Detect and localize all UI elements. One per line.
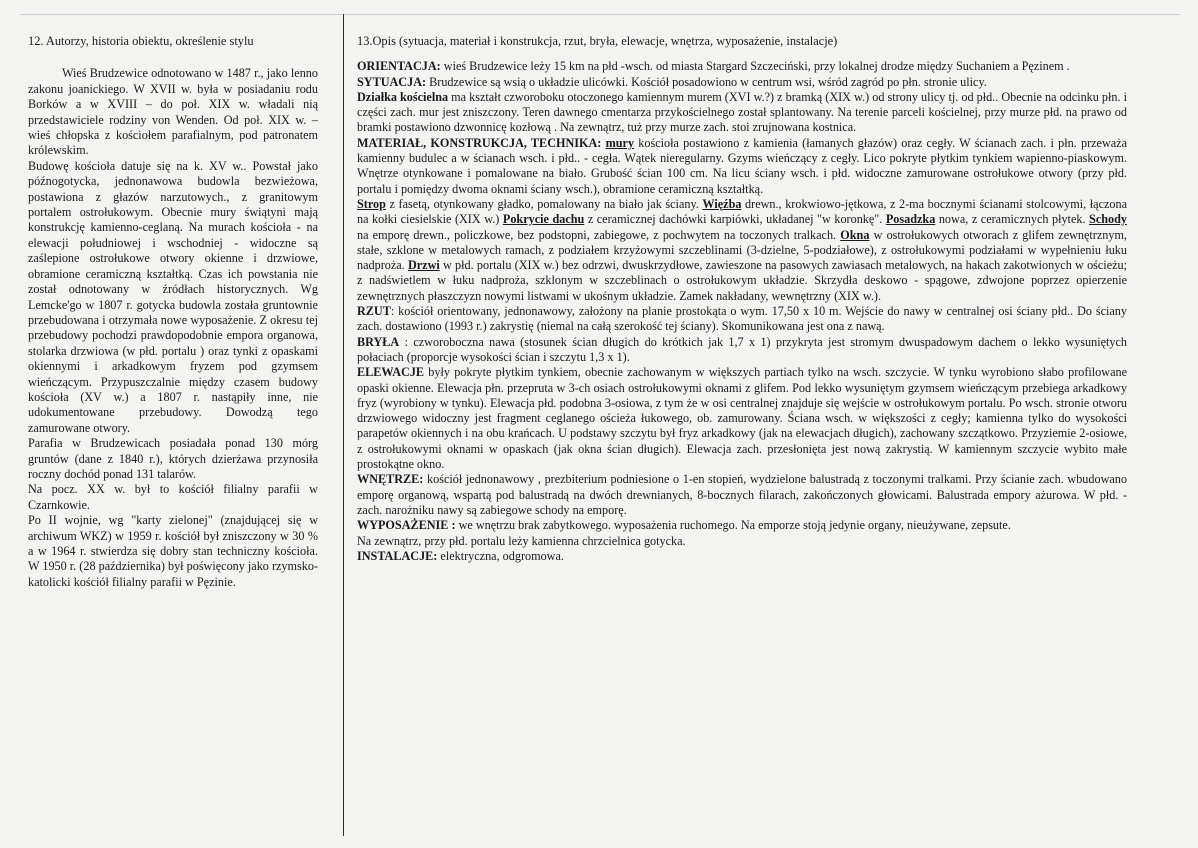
section-12-heading: 12. Autorzy, historia obiektu, określenie stylu xyxy=(28,34,254,48)
instalacje-label: INSTALACJE: xyxy=(357,548,438,563)
wnetrze-text: kościół jednonawowy , prezbiterium podniesione o 1-en stopień, wydzielone balustradą z toczonymi tralkami. Przy ścianie zach. wbudowano emporę organową, wspartą pod balustradą na dwóch drewnianych, 8-bocznych filarach, zakończonych głowicami. Balustrada empory ażurowa. W płd. - zach. narożniku nawy są zabiegowe schody na emporę. xyxy=(357,472,1127,517)
orientacja-section xyxy=(357,59,1127,74)
sytuacja-text: Brudzewice są wsią o układzie ulicówki. Kościół posadowiono w centrum wsi, wśród zagród po płn. stronie ulicy. xyxy=(426,74,987,89)
wyposazenie-section xyxy=(357,518,1127,533)
elewacje-label: ELEWACJE xyxy=(357,365,425,380)
drzwi-label: Drzwi xyxy=(407,258,440,273)
faint-bleedthrough-stamp xyxy=(930,748,1040,786)
chrzcielnica-line: Na zewnątrz, przy płd. portalu leży kamienna chrzcielnica gotycka. xyxy=(357,533,686,548)
sytuacja-section xyxy=(357,75,1127,136)
pokrycie-text: z ceramicznej dachówki karpiówki, układanej "w koronkę". xyxy=(584,212,886,227)
rzut-text: : kościół orientowany, jednonawowy, założony na planie prostokąta o wym. 17,50 x 10 m. Wejście do nawy w centralnej osi ściany płd.. Do ściany zach. dostawiono (1993 r.) zakrystię (niemal na całą szerokość tej ściany). Skomunikowana jest ona z nawą. xyxy=(357,304,1127,334)
dzialka-label: Działka kościelna xyxy=(357,89,449,104)
wnetrze-section xyxy=(357,472,1127,518)
mury-label: mury xyxy=(605,135,635,150)
bryla-text: : czworoboczna nawa (stosunek ścian długich do krótkich jak 1,7 x 1) przykryta jest stromym dwuspadowym dachem o lekko wysuniętych połaciach (proporcje wysokości ścian i szczytu 1,3 x 1). xyxy=(357,334,1127,364)
strop-text: z fasetą, otynkowany gładko, pomalowany na biało jak ściany. xyxy=(385,196,703,211)
wyposazenie-label: WYPOSAŻENIE : xyxy=(357,518,456,533)
column-divider xyxy=(343,14,344,836)
dzialka-text: ma kształt czworoboku otoczonego kamiennym murem (XVI w.?) z bramką (XIX w.) od strony ulicy tj. od płd.. Obecnie na odcinku płn. i części zach. mur jest zniszczony. Teren dawnego cmentarza przykościelnego został splantowany. Na terenie parceli kościelnej, przy murze płd. na prawo od bramki postawiono dzwonnicę kozłową . Na zewnątrz, tuż przy murze zach. stoi zrujnowana kostnica. xyxy=(357,89,1128,135)
orientacja-label: ORIENTACJA: xyxy=(357,59,441,74)
schody-text: na emporę drewn., policzkowe, bez podstopni, zabiegowe, z pochwytem na toczonych tralkach. xyxy=(357,227,841,242)
posadzka-label: Posadzka xyxy=(885,212,936,227)
instalacje-section xyxy=(357,549,1127,564)
rzut-label: RZUT xyxy=(357,304,391,319)
bryla-section xyxy=(357,335,1127,366)
elewacje-section xyxy=(357,365,1127,472)
wiezba-text: drewn., krokwiowo-jętkowa, z 2-ma bocznymi ścianami stolcowymi, łączona na kołki ciesielskie (XIX w.) xyxy=(357,196,1127,227)
posadzka-text: nowa, z ceramicznych płytek. xyxy=(935,212,1090,227)
top-rule xyxy=(20,14,1180,15)
history-paragraph-3: Parafia w Brudzewicach posiadała ponad 130 mórg gruntów (dane z 1840 r.), których dzierżawa przynosiła roczny dochód ponad 131 talarów. xyxy=(28,436,318,481)
history-paragraph-5: Po II wojnie, wg "karty zielonej" (znajdującej się w archiwum WKZ) w 1959 r. kościół był zniszczony w 30 % a w 1964 r. stwierdza się dobry stan techniczny kościoła. W 1950 r. (28 października) był poświęcony jako rzymsko-katolicki kościół filialny parafii w Pęzinie. xyxy=(28,513,318,589)
wiezba-label: Więźba xyxy=(702,196,742,211)
elewacje-text: były pokryte płytkim tynkiem, obecnie zachowanym w większych partiach tylko na wsch. szczycie. W tynku wyrobiono słabo profilowane opaski okienne. Elewacja płn. przepruta w 3-ch osiach ostrołukowymi oknami z glifem. Pod lekko wysuniętym gzymsem wieńczącym przebiega arkadkowy fryz (wyrobiony w tynku). Elewacja płd. podobna 3-osiowa, z tym że w osi centralnej znajduje się wejście w ostrołukowym portalu. Po wsch. stronie otworu drzwiowego widoczny jest fragment ceglanego ościeża łukowego, ob. zamurowany. Ściana wsch. w większości z cegły; kamienna tylko do wysokości parapetów okiennych i na obu krańcach. U podstawy szczytu był fryz arkadkowy (jak na elewacjach długich), zachowany szczątkowo. Przyziemie 2-osiowe, z ostrołukowymi oknami w opaskach (jak okna ścian długich). Elewacja zach. przesłonięta jest nową zakrystią. W kamiennym szczycie wybito małe prostokątne okno. xyxy=(357,365,1127,472)
rzut-section xyxy=(357,304,1127,335)
history-paragraph-2: Budowę kościoła datuje się na k. XV w.. Powstał jako późnogotycka, jednonawowa budowla bezwieżowa, postawiona z głazów narzutowych., z granitowym portalem ostrołukowym. Obecnie mury świątyni mają konstrukcję kamienno-ceglaną. Na murach kościoła - na elewacji południowej i wschodniej - widoczne są zaślepione ostrołukowe otwory okienne i drzwiowe, obramione ceramiczną kształtką. Czas ich powstania nie został odnotowany w źródłach historycznych. Wg Lemcke'go w 1807 r. gotycka budowla została gruntownie przebudowana i otrzymała nowe wyposażenie. Z okresu tej przebudowy pochodzi prawdopodobnie empora organowa, stolarka drzwiowa (w płd. portalu ) oraz tynki z opaskami okiennymi i arkadkowym fryzem pod gzymsem wieńczącym. Przypuszczalnie między czasem budowy kościoła (XV w.) a 1807 r. nastąpiły inne, nie udokumentowane przebudowy. Dowodzą tego zamurowane otwory. xyxy=(28,158,318,435)
instalacje-text: elektryczna, odgromowa. xyxy=(437,548,564,563)
section-13-heading: 13.Opis (sytuacja, materiał i konstrukcja, rzut, bryła, elewacje, wnętrza, wyposażenie, instalacje) xyxy=(357,34,838,48)
drzwi-text: w płd. portalu (XIX w.) bez odrzwi, dwuskrzydłowe, zawieszone na pasowych zawiasach metalowych, na hakach zakotwionych w ościeżu; z nadświetlem w łuku nadproża, szklonym w szczeblinach o ostrołukowym układzie. Skrzydła deskowo - spągowe, zdwojone poprzez opierzenie zewnętrznych płaszczyzn nowymi listwami w ukośnym układzie. Zamek nakładany, wewnętrzny (XIX w.). xyxy=(357,258,1127,303)
orientacja-text: wieś Brudzewice leży 15 km na płd -wsch. od miasta Stargard Szczeciński, przy lokalnej drodze między Suchaniem a Pęzinem . xyxy=(440,59,1070,74)
okna-text: w ostrołukowych otworach z glifem zewnętrznym, stałe, szklone w metalowych ramach, z podziałem krzyżowymi szczeblinami (3-dzielne, 5-podziałowe), z ostrołukowymi podziałami w wypełnieniu łuku nadproża. xyxy=(357,227,1127,273)
right-column xyxy=(357,34,1127,564)
schody-label: Schody xyxy=(1089,212,1127,227)
wyposazenie-text: we wnętrzu brak zabytkowego. wyposażenia ruchomego. Na emporze stoją jedynie organy, nieużywane, zepsute. xyxy=(455,518,1011,533)
wnetrze-label: WNĘTRZE: xyxy=(357,472,424,487)
material-section xyxy=(357,136,1127,304)
pokrycie-label: Pokrycie dachu xyxy=(502,212,585,227)
strop-label: Strop xyxy=(357,196,386,211)
okna-label: Okna xyxy=(840,227,870,242)
material-label: MATERIAŁ, KONSTRUKCJA, TECHNIKA: xyxy=(357,135,602,150)
history-paragraph-1: Wieś Brudzewice odnotowano w 1487 r., jako lenno zakonu joanickiego. W XVII w. była w posiadaniu rodu Borków a w XVIII – do poł. XIX w. władali nią przedstawiciele rodziny von Wenden. Od poł. XIX w. – wieś chłopska z kościołem parafialnym, pod patronatem królewskim. xyxy=(28,66,318,158)
bryla-label: BRYŁA xyxy=(357,334,400,349)
left-column xyxy=(28,34,318,590)
sytuacja-label: SYTUACJA: xyxy=(357,74,427,89)
mury-text: kościoła postawiono z kamienia (łamanych głazów) oraz cegły. W ścianach zach. i płn. przeważa kamienny budulec a w ścianach wsch. i płd.. - cegła. Wątek nieregularny. Gzyms wieńczący z cegły. Lico pokryte płytkim tynkiem wapienno-piaskowym. Wnętrze otynkowane i pomalowane na biało. Grubość ścian 100 cm. Na licu ściany wsch. i płd. widoczne zamurowane ostrołukowe otwory (przy płd. portalu i pomiędzy dwoma oknami ściany wsch.), obramione ceramiczną kształtką. xyxy=(357,135,1127,196)
history-paragraph-4: Na pocz. XX w. był to kościół filialny parafii w Czarnkowie. xyxy=(28,482,318,512)
